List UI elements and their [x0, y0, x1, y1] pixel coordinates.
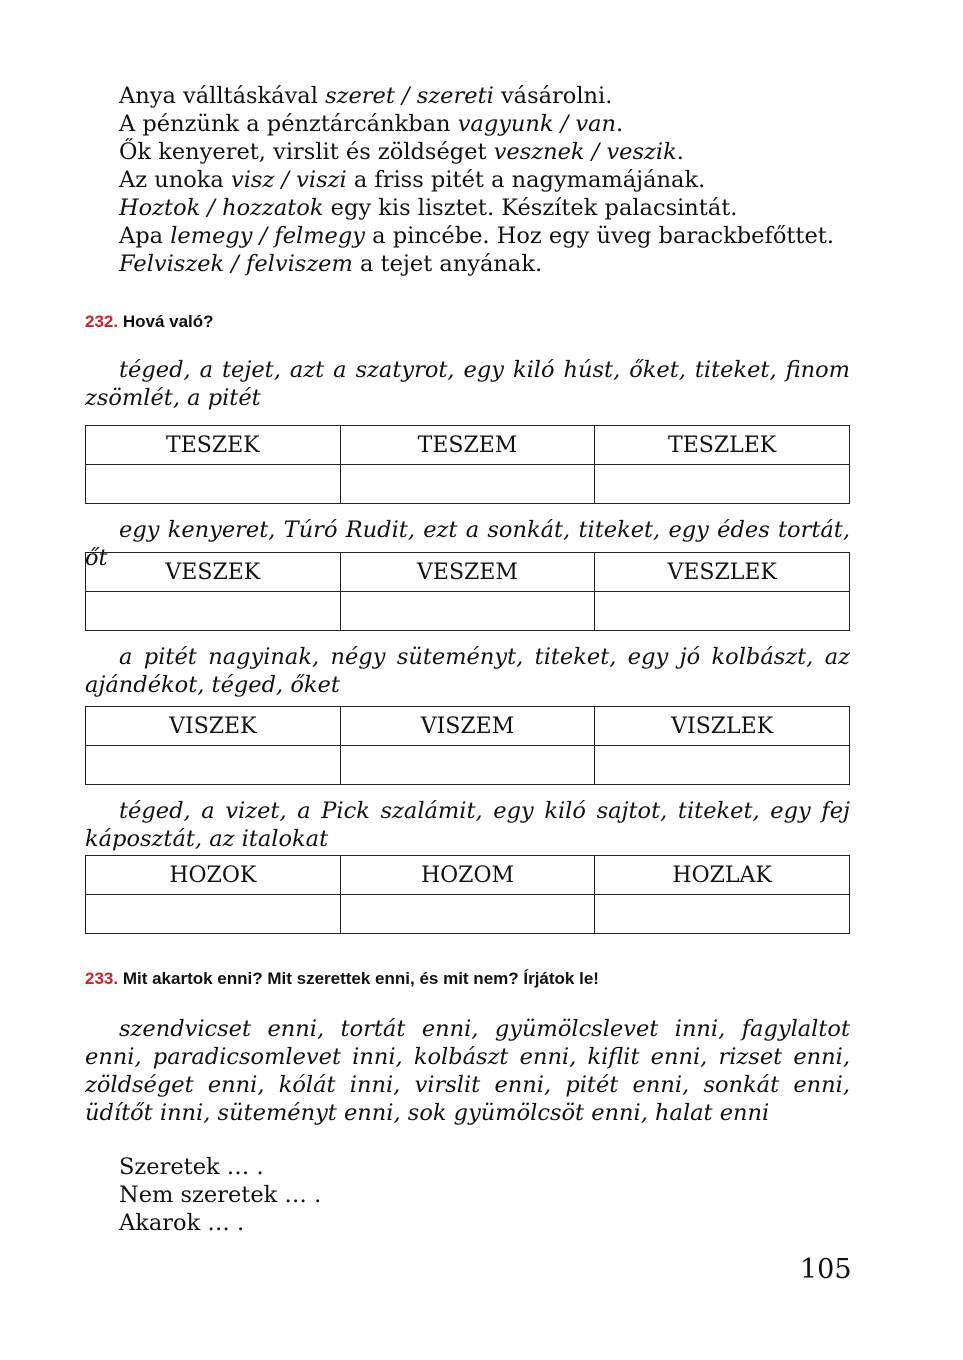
table-header: HOZOM — [340, 856, 595, 895]
sentence-4: Az unoka visz / viszi a friss pitét a nagymamájának. — [119, 167, 706, 193]
table-header: VISZEK — [86, 707, 341, 746]
table-header: VISZEM — [340, 707, 595, 746]
exercise-title: Hová való? — [122, 312, 214, 331]
table-header: VESZEM — [340, 553, 595, 592]
table-veszek — [85, 552, 850, 631]
answer-cell[interactable] — [595, 895, 850, 934]
table-header: TESZEM — [340, 426, 595, 465]
answer-cell[interactable] — [340, 465, 595, 504]
table-viszek — [85, 706, 850, 785]
exercise-title: Mit akartok enni? Mit szerettek enni, és mit nem? Írjátok le! — [122, 969, 599, 988]
word-list-hozok: téged, a vizet, a Pick szalámit, egy kiló sajtot, titeket, egy fej káposztát, az italokat — [85, 798, 850, 852]
word-list-veszek: egy kenyeret, Túró Rudit, ezt a sonkát, titeket, egy édes tortát, őt — [85, 517, 850, 571]
sentence-6: Apa lemegy / felmegy a pincébe. Hoz egy üveg barackbefőttet. — [119, 223, 834, 249]
table-hozok — [85, 855, 850, 934]
sentence-3: Ők kenyeret, virslit és zöldséget vesznek / veszik. — [119, 139, 684, 165]
answer-cell[interactable] — [86, 895, 341, 934]
sentence-1: Anya válltáskával szeret / szereti vásárolni. — [119, 83, 613, 109]
answer-cell[interactable] — [340, 592, 595, 631]
answer-cell[interactable] — [595, 465, 850, 504]
answer-cell[interactable] — [340, 746, 595, 785]
exercise-233-heading — [85, 969, 599, 989]
answer-line-nem-szeretek: Nem szeretek … . — [119, 1182, 322, 1208]
answer-cell[interactable] — [340, 895, 595, 934]
word-list-viszek: a pitét nagyinak, négy süteményt, titeket, egy jó kolbászt, az ajándékot, téged, őket — [85, 644, 850, 698]
answer-cell[interactable] — [86, 592, 341, 631]
sentence-5: Hoztok / hozzatok egy kis lisztet. Készítek palacsintát. — [119, 195, 738, 221]
table-header: VESZLEK — [595, 553, 850, 592]
table-teszek — [85, 425, 850, 504]
answer-cell[interactable] — [595, 592, 850, 631]
answer-cell[interactable] — [86, 746, 341, 785]
sentence-7: Felviszek / felviszem a tejet anyának. — [119, 251, 543, 277]
table-header: HOZOK — [86, 856, 341, 895]
sentence-2: A pénzünk a pénztárcánkban vagyunk / van. — [119, 111, 624, 137]
exercise-232-heading — [85, 312, 214, 332]
exercise-number: 232. — [85, 312, 119, 331]
answer-cell[interactable] — [595, 746, 850, 785]
answer-line-akarok: Akarok … . — [119, 1210, 245, 1236]
table-header: VISZLEK — [595, 707, 850, 746]
food-word-list: szendvicset enni, tortát enni, gyümölcslevet inni, fagylaltot enni, paradicsomlevet inni, kolbászt enni, kiflit enni, rizset enni, zöldséget enni, kólát inni, virslit enni, pitét enni, sonkát enni, üdítőt inni, süteményt enni, sok gyümölcsöt enni, halat enni — [85, 1016, 850, 1126]
word-list-teszek: téged, a tejet, azt a szatyrot, egy kiló húst, őket, titeket, finom zsömlét, a pitét — [85, 357, 850, 411]
table-header: HOZLAK — [595, 856, 850, 895]
exercise-number: 233. — [85, 969, 119, 988]
page-number: 105 — [800, 1254, 852, 1285]
answer-cell[interactable] — [86, 465, 341, 504]
table-header: TESZEK — [86, 426, 341, 465]
table-header: TESZLEK — [595, 426, 850, 465]
answer-line-szeretek: Szeretek … . — [119, 1154, 264, 1180]
table-header: VESZEK — [86, 553, 341, 592]
